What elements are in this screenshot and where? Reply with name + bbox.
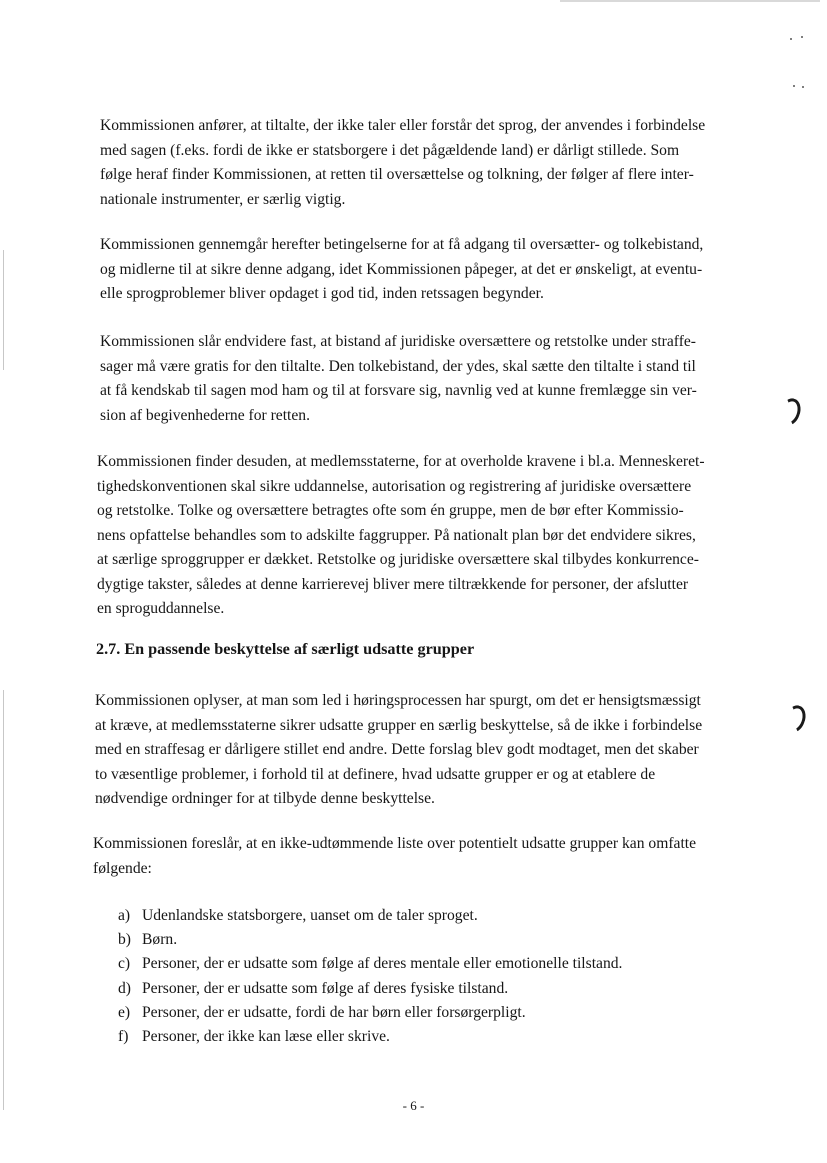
paragraph-5 (95, 689, 755, 812)
text-line: Kommissionen gennemgår herefter betingelserne for at få adgang til oversætter- og tolkebistand, (100, 236, 704, 253)
list-item (118, 952, 622, 976)
list-item (118, 928, 622, 952)
scan-speck (801, 36, 803, 38)
paragraph-2 (100, 233, 760, 307)
list-marker: c) (118, 955, 131, 973)
text-line: Kommissionen oplyser, at man som led i høringsprocessen har spurgt, om det er hensigtsmæssigt (95, 692, 701, 709)
scan-speck (790, 38, 792, 40)
list-marker: f) (118, 1028, 129, 1046)
text-line: og retstolke. Tolke og oversættere betragtes ofte som én gruppe, men de bør efter Kommissio- (97, 502, 684, 519)
text-line: to væsentlige problemer, i forhold til at definere, hvad udsatte grupper er og at etablere de (95, 765, 656, 783)
scan-speck (802, 86, 804, 88)
list-marker: b) (118, 931, 131, 949)
text-line: tighedskonventionen skal sikre uddannelse, autorisation og registrering af juridiske oversættere (97, 477, 692, 495)
list-item (118, 904, 622, 928)
list-marker: d) (118, 979, 131, 997)
text-line: sager må være gratis for den tiltalte. Den tolkebistand, der ydes, skal sætte den tiltalte i stand til (100, 357, 696, 375)
vulnerable-groups-list (118, 904, 622, 1049)
text-line: med en straffesag er dårligere stillet end andre. Dette forslag blev godt modtaget, men det skaber (95, 741, 699, 758)
text-line: og midlerne til at sikre denne adgang, idet Kommissionen påpeger, at det er ønskeligt, at eventu- (100, 260, 703, 278)
list-item (118, 977, 622, 1001)
paragraph-3 (100, 330, 760, 428)
list-item (118, 1025, 622, 1049)
scan-edge-mark (560, 0, 820, 2)
list-marker: a) (118, 907, 131, 924)
paragraph-6 (93, 832, 753, 881)
text-line: nationale instrumenter, er særlig vigtig. (100, 190, 346, 208)
text-line: at kræve, at medlemsstaterne sikrer udsatte grupper en særlig beskyttelse, så de ikke i forbindelse (95, 716, 703, 734)
list-item-text: Børn. (142, 931, 178, 949)
text-line: Kommissionen slår endvidere fast, at bistand af juridiske oversættere og retstolke under straffe- (100, 333, 697, 350)
page-number: - 6 - (402, 1098, 425, 1113)
punch-hole-mark (781, 702, 809, 735)
punch-hole-mark (776, 395, 804, 428)
list-item-text: Udenlandske statsborgere, uanset om de taler sproget. (142, 907, 478, 924)
text-line: Kommissionen foreslår, at en ikke-udtømmende liste over potentielt udsatte grupper kan omfatte (93, 835, 697, 852)
list-item-text: Personer, der er udsatte som følge af deres fysiske tilstand. (142, 979, 509, 997)
text-line: Kommissionen finder desuden, at medlemsstaterne, for at overholde kravene i bl.a. Menneskeret- (97, 453, 705, 470)
scan-binding-line (3, 250, 4, 370)
section-heading: 2.7. En passende beskyttelse af særligt udsatte grupper (96, 640, 475, 658)
text-line: nødvendige ordninger for at tilbyde denne beskyttelse. (95, 790, 435, 807)
scan-speck (793, 85, 795, 87)
text-line: at særlige sproggrupper er dækket. Retstolke og juridiske oversættere skal tilbydes konkurrence- (97, 551, 699, 568)
text-line: at få kendskab til sagen mod ham og til at forsvare sig, navnlig ved at kunne fremlægge sin ver- (100, 382, 697, 399)
text-line: sion af begivenhederne for retten. (100, 406, 310, 424)
text-line: med sagen (f.eks. fordi de ikke er statsborgere i det pågældende land) er dårligt stillede. Som (100, 141, 680, 159)
text-line: elle sprogproblemer bliver opdaget i god tid, inden retssagen begynder. (100, 285, 544, 302)
list-item (118, 1001, 622, 1025)
text-line: en sproguddannelse. (97, 600, 225, 617)
text-line: dygtige takster, således at denne karrierevej bliver mere tiltrækkende for personer, der afslutter (97, 575, 689, 593)
paragraph-4 (97, 450, 757, 622)
text-line: nens opfattelse behandles som to adskilte faggrupper. På nationalt plan bør det endvidere sikres, (97, 526, 696, 544)
list-item-text: Personer, der er udsatte som følge af deres mentale eller emotionelle tilstand. (142, 955, 623, 973)
scan-binding-line (3, 690, 4, 1110)
list-item-text: Personer, der ikke kan læse eller skrive. (142, 1028, 390, 1046)
list-item-text: Personer, der er udsatte, fordi de har børn eller forsørgerpligt. (142, 1003, 526, 1021)
text-line: følge heraf finder Kommissionen, at retten til oversættelse og tolkning, der følger af flere inter- (100, 166, 694, 183)
text-line: Kommissionen anfører, at tiltalte, der ikke taler eller forstår det sprog, der anvendes i forbindelse (100, 117, 706, 134)
paragraph-1 (100, 114, 760, 212)
text-line: følgende: (93, 859, 152, 877)
list-marker: e) (118, 1003, 131, 1021)
